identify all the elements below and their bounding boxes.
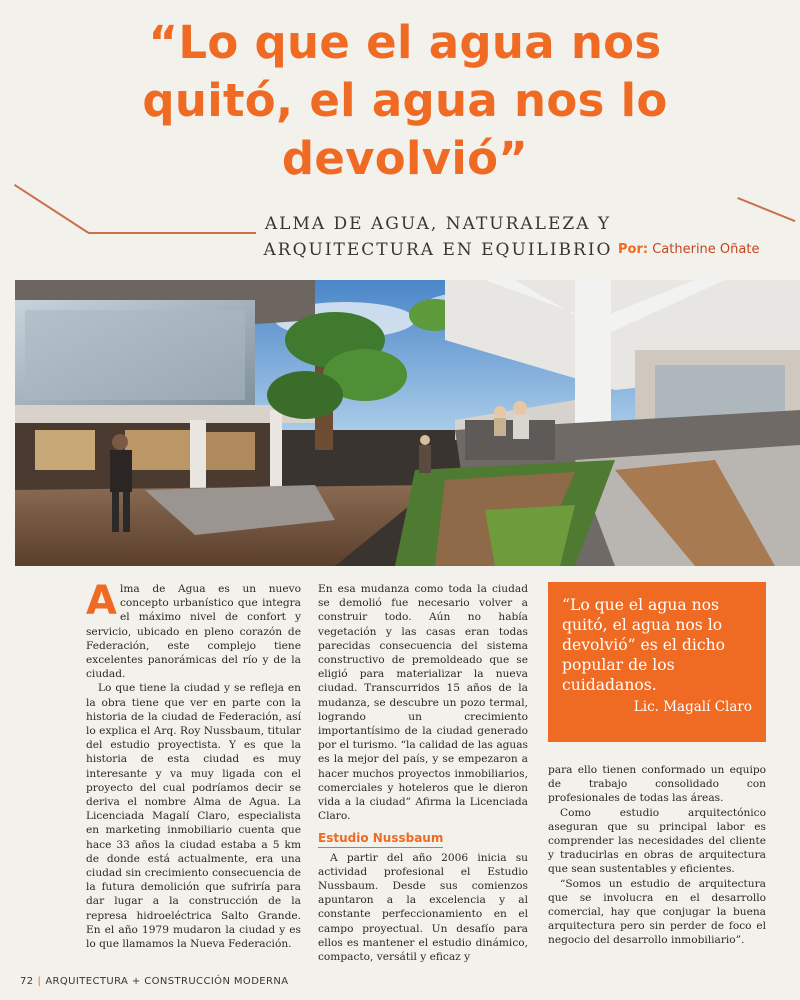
- hero-illustration: [15, 280, 800, 566]
- page-footer: [20, 976, 289, 987]
- title-line: “Lo que el agua nos: [148, 16, 662, 69]
- paragraph: [86, 578, 301, 681]
- text-column-3: [548, 763, 766, 948]
- paragraph: A partir del año 2006 inicia su actividad profesional el Estudio Nussbaum. Desde sus comienzos apuntaron a la excelencia y al constante perfeccionamiento en el campo proyectual. Un desafío para ellos es mantener el estudio dinámico, compacto, versátil y eficaz y: [318, 851, 528, 964]
- byline: [618, 242, 759, 257]
- subtitle-line: ARQUITECTURA EN EQUILIBRIO: [263, 240, 613, 260]
- pull-quote-text: “Lo que el agua nos quitó, el agua nos lo devolvió” es el dicho popular de los cuidadanos.: [562, 596, 726, 694]
- magazine-name: ARQUITECTURA + CONSTRUCCIÓN MODERNA: [45, 976, 289, 987]
- text-column-2: [318, 582, 528, 964]
- decorative-rule: [737, 197, 795, 222]
- text-column-1: [86, 578, 301, 951]
- section-heading: Estudio Nussbaum: [318, 831, 443, 847]
- article-subtitle: [248, 211, 628, 263]
- title-line: quitó, el agua nos lo: [142, 74, 668, 127]
- pull-quote: [548, 582, 766, 742]
- decorative-rule: [14, 184, 89, 233]
- pull-quote-attribution: Lic. Magalí Claro: [633, 699, 752, 715]
- subtitle-line: ALMA DE AGUA, NATURALEZA Y: [264, 214, 612, 234]
- byline-prefix: Por:: [618, 242, 649, 257]
- byline-author: Catherine Oñate: [652, 242, 760, 257]
- title-line: devolvió”: [281, 132, 529, 185]
- drop-cap: A: [86, 578, 117, 624]
- paragraph: En esa mudanza como toda la ciudad se demolió fue necesario volver a construir todo. Aún no había vegetación y las casas eran todas parecidas consecuencia del sistema constructivo de premoldeado que se eligió para materializar la nueva ciudad. Transcurridos 15 años de la mudanza, se descubre un pozo termal, logrando un crecimiento importantísimo de la ciudad generado por el turismo. “la calidad de las aguas es la mejor del país, y se empezaron a hacer muchos proyectos inmobiliarios, comerciales y hoteleros que le dieron vida a la ciudad” Afirma la Licenciada Claro.: [318, 583, 528, 823]
- footer-separator: |: [37, 976, 42, 987]
- paragraph: “Somos un estudio de arquitectura que se involucra en el desarrollo comercial, hay que conjugar la buena arquitectura pero sin perder de foco el negocio del desarrollo inmobiliario”.: [548, 877, 766, 947]
- paragraph-text: lma de Agua es un nuevo concepto urbanístico que integra el máximo nivel de confort y servicio, ubicado en pleno corazón de Federación, este complejo tiene excelentes panorámicas del río y de la ciudad.: [86, 583, 301, 681]
- decorative-rule: [88, 232, 256, 234]
- paragraph: Como estudio arquitectónico aseguran que su principal labor es comprender las necesidades del cliente y traducirlas en obras de arquitectura que sean sustentables y eficientes.: [548, 806, 766, 876]
- paragraph: para ello tienen conformado un equipo de trabajo consolidado con profesionales de todas las áreas.: [548, 764, 766, 805]
- page-number: 72: [20, 976, 34, 987]
- paragraph: Lo que tiene la ciudad y se refleja en la obra tiene que ver en parte con la historia de la ciudad de Federación, así lo explica el Arq. Roy Nussbaum, titular del estudio proyectista. Y es que la historia de esta ciudad es muy interesante y va muy ligada con el proyecto del cual podríamos decir se deriva el nombre Alma de Agua. La Licenciada Magalí Claro, especialista en marketing inmobiliario cuenta que hace 33 años la ciudad estaba a 5 km de donde está actualmente, era una ciudad sin crecimiento consecuencia de la futura demolición que sufriría para dar lugar a la construcción de la represa hidroeléctrica Salto Grande. En el año 1979 mudaron la ciudad y es lo que llamamos la Nueva Federación.: [86, 682, 301, 951]
- architecture-render-image: [15, 280, 800, 566]
- article-title: [60, 14, 750, 188]
